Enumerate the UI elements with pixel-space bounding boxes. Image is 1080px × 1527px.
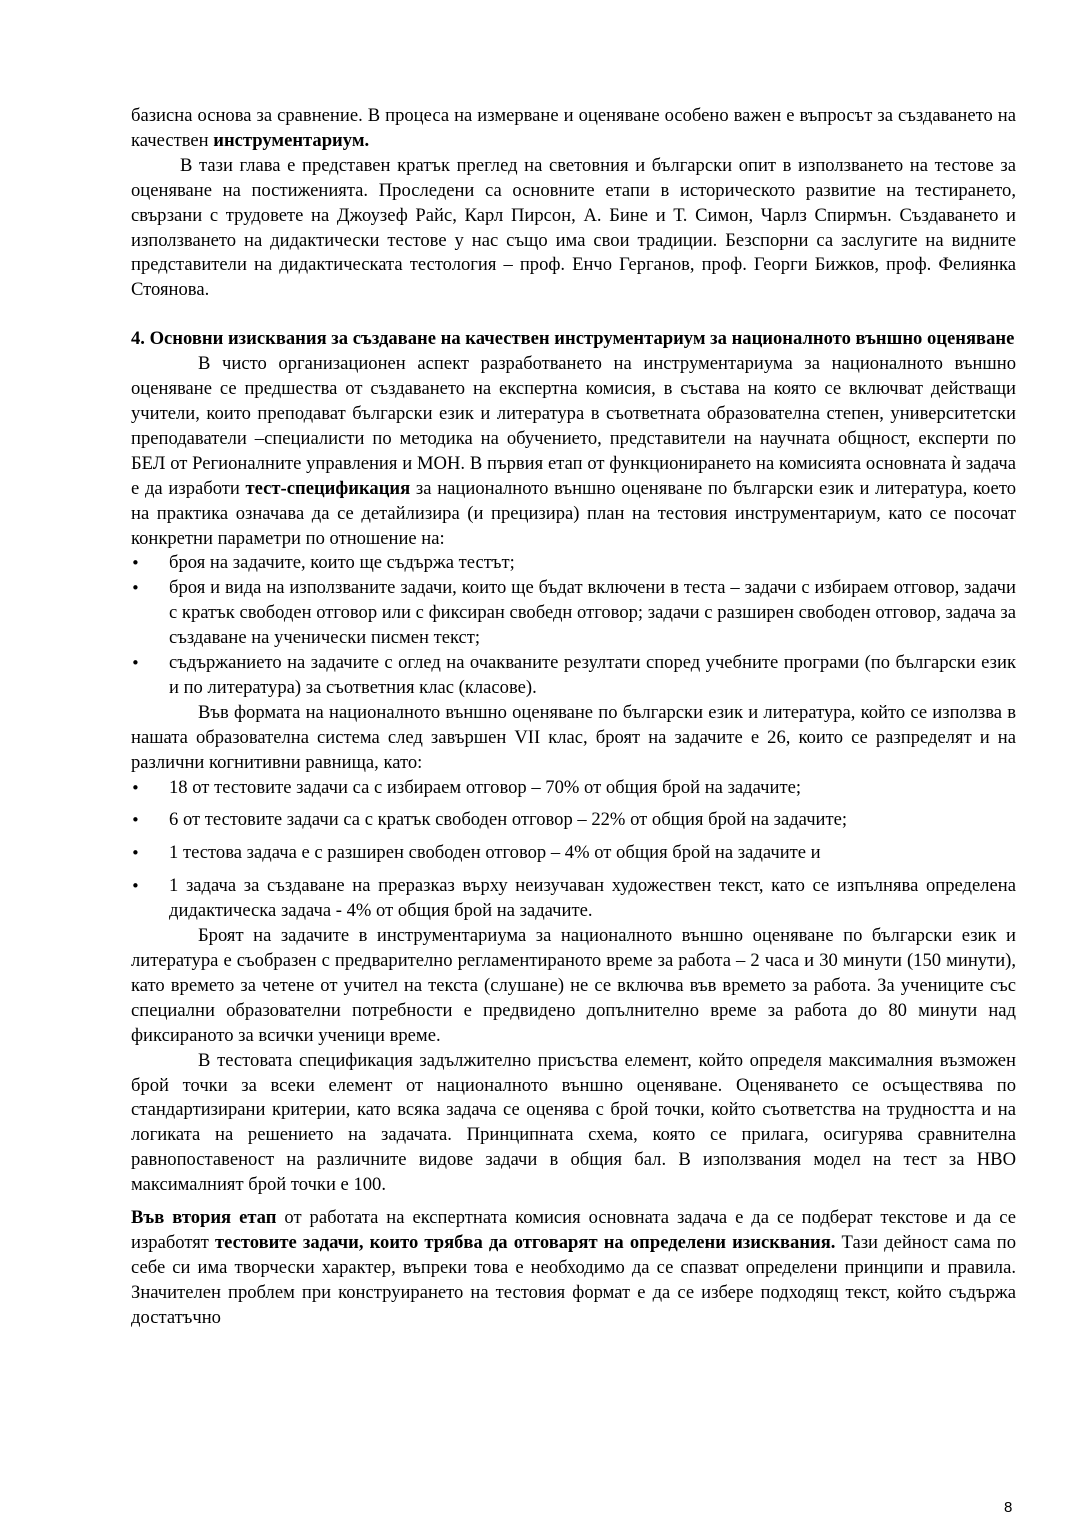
page-content <box>131 104 1016 1331</box>
list-item: • 6 от тестовите задачи са с кратък свободен отговор – 22% от общия брой на задачите; <box>131 808 1016 833</box>
paragraph-text: от работата на експертната комисия основната задача е да се подберат текстове и да се изработят <box>131 1207 1016 1253</box>
bold-term: тест-спецификация <box>245 477 411 499</box>
paragraph-format: Във формата на националното външно оценяване по български език и литература, който се използва в нашата образователна система след завършен VII клас, броят на задачите е 26, които се разпределят и на различни когнитивни равнища, като: <box>131 701 1016 773</box>
paragraph-time: Броят на задачите в инструментариума за националното външно оценяване по български език и литература е съобразен с предварително регламентираното време за работа – 2 часа и 30 минути (150 минути), като времето за четене от учител на текста (слушане) не се включва във времето за работа. За учениците със специални образователни потребности е предвидено допълнително време за работа до 80 минути над фиксираното за всички ученици време. <box>131 925 1016 1046</box>
task-distribution-list <box>131 776 1016 925</box>
list-item: • 1 тестова задача е с разширен свободен отговор – 4% от общия брой на задачите и <box>131 841 1016 866</box>
paragraph-organization <box>131 352 1016 551</box>
paragraph-text: базисна основа за сравнение. В процеса на измерване и оценяване особено важен е въпросът за създаването на качествен <box>131 105 1016 151</box>
bold-term: Във втория етап <box>131 1207 277 1229</box>
paragraph-second-stage <box>131 1206 1016 1331</box>
paragraph-text: В чисто организационен аспект разработването на инструментариума за националното външно оценяване се предшества от създаването на експертна комисия, в състава на която се включват действащи учители, които преподават български език и литература в съответната образователна степен, университетски преподаватели –специалисти по методика на обучението, представители на научната общност, експерти по БЕЛ от Регионалните управления и МОН. В първия етап от функционирането на комисията основната ѝ задача е да изработи <box>131 353 1016 499</box>
list-item: • броя и вида на използваните задачи, които ще бъдат включени в теста – задачи с избираем отговор, задачи с кратък свободен отговор или с фиксиран свобедн отговор; задачи с разширен свободен отговор, задача за създаване на ученически писмен текст; <box>131 576 1016 651</box>
paragraph-scoring: В тестовата спецификация задължително присъства елемент, който определя максималния възможен брой точки за всеки елемент от националното външно оценяване. Оценяването се осъществява по стандартизирани критерии, като всяка задача се оценява с брой точки, който съответства на трудността и на логиката на решението на задачата. Принципната схема, която се прилага, осигурява сравнителна равнопоставеност на различните видове задачи в общия бал. В използвания модел на тест за НВО максималният брой точки е 100. <box>131 1049 1016 1196</box>
section-heading: 4. Основни изисквания за създаване на качествен инструментариум за националното външно оценяване <box>131 328 1015 350</box>
list-item: • съдържанието на задачите с оглед на очакваните резултати според учебните програми (по български език и по литература) за съответния клас (класове). <box>131 651 1016 701</box>
bold-term: тестовите задачи, които трябва да отговарят на определени изисквания. <box>215 1231 836 1253</box>
list-item: • броя на задачите, които ще съдържа тестът; <box>131 551 1016 576</box>
page-number: 8 <box>1004 1499 1013 1516</box>
paragraph-text: за националното външно оценяване по български език и литература, което на практика означава да се детайлизира (и прецизира) план на тестовия инструментариум, като се посочат конкретни параметри по отношение на: <box>131 477 1016 549</box>
bold-term: инструментариум. <box>213 129 370 151</box>
spec-parameters-list <box>131 551 1016 700</box>
paragraph-intro-end <box>131 104 1016 154</box>
list-item: • 18 от тестовите задачи са с избираем отговор – 70% от общия брой на задачите; <box>131 776 1016 801</box>
paragraph-chapter-overview: В тази глава е представен кратък преглед на световния и български опит в използването на тестове за оценяване на постиженията. Проследени са основните етапи в историческото развитие на тестирането, свързани с трудовете на Джоузеф Райс, Карл Пирсон, А. Бине и Т. Симон, Чарлз Спирмън. Създаването и използването на дидактически тестове у нас също има свои традиции. Безспорни са заслугите на видните представители на дидактическата тестология – проф. Енчо Герганов, проф. Георги Бижков, проф. Фелиянка Стоянова. <box>131 154 1016 301</box>
paragraph-text: Тази дейност сама по себе си има творчески характер, въпреки това е необходимо да се спазват определени принципи и правила. Значителен проблем при конструирането на тестовия формат е да се избере подходящ текст, който съдържа достатъчно <box>131 1231 1016 1328</box>
list-item: • 1 задача за създаване на преразказ върху неизучаван художествен текст, като се изпълнява определена дидактическа задача - 4% от общия брой на задачите. <box>131 874 1016 924</box>
